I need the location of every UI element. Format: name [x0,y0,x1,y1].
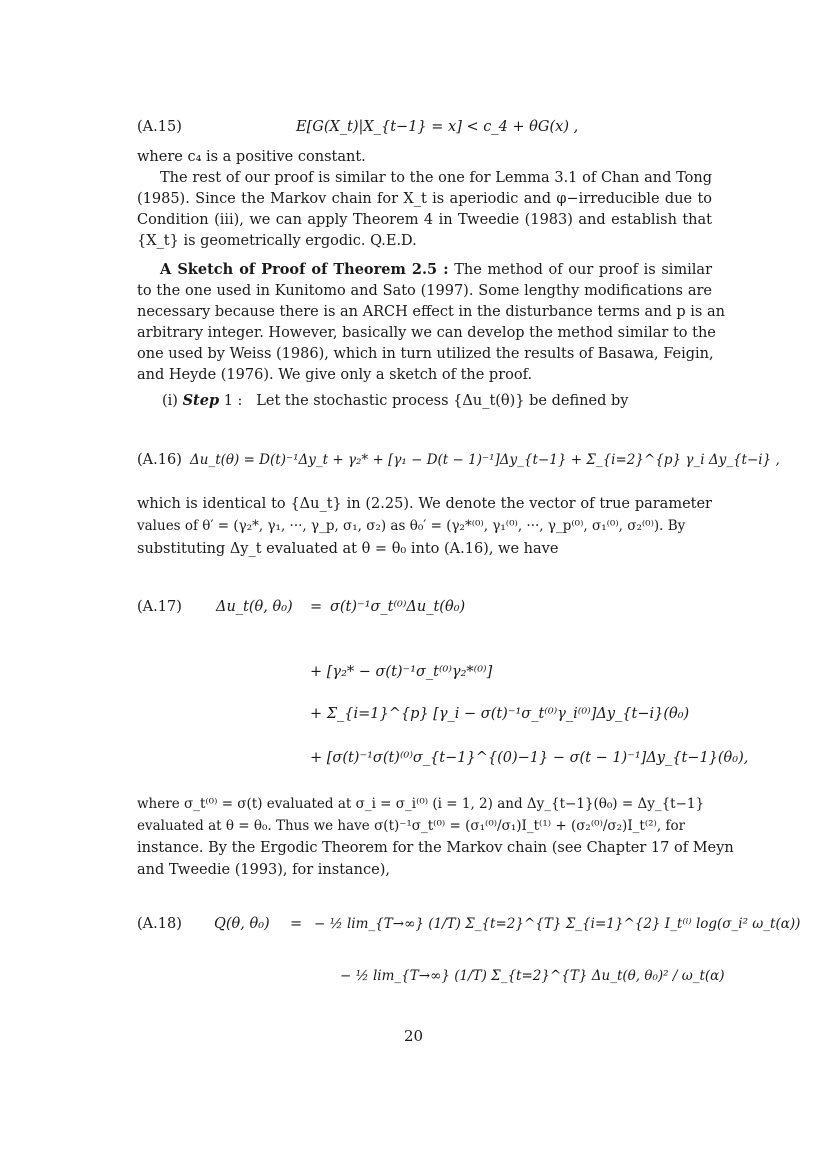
eq-a17-rhs2: + [γ₂* − σ(t)⁻¹σ_t⁽⁰⁾γ₂*⁽⁰⁾] [310,664,493,680]
para1-line1: where c₄ is a positive constant. [137,149,366,165]
eq-a17-label: (A.17) [137,599,182,615]
para1-line3: (1985). Since the Markov chain for X_t is aperiodic and φ−irreducible due to [137,191,712,207]
eq-a17-rhs4: + [σ(t)⁻¹σ(t)⁽⁰⁾σ_{t−1}^{(0)−1} − σ(t − 1)⁻¹]Δy_{t−1}(θ₀), [310,750,749,766]
eq-a18-lhs: Q(θ, θ₀) [214,916,270,932]
sketch-line2: to the one used in Kunitomo and Sato (1997). Some lengthy modifications are [137,283,712,299]
para1-line5: {X_t} is geometrically ergodic. Q.E.D. [137,233,417,249]
eq-a17-rhs1: σ(t)⁻¹σ_t⁽⁰⁾Δu_t(θ₀) [330,599,466,615]
eq-a17-equals: = [310,599,323,615]
eq-a16-label: (A.16) [137,452,182,468]
para2-line3: substituting Δy_t evaluated at θ = θ₀ into (A.16), we have [137,541,559,557]
para2-line1: which is identical to {Δu_t} in (2.25). We denote the vector of true parameter [137,496,712,512]
eq-a18-rhs2: − ½ lim_{T→∞} (1/T) Σ_{t=2}^{T} Δu_t(θ, θ₀)² / ω_t(α) [340,968,725,984]
eq-a15-label: (A.15) [137,119,182,135]
page-number: 20 [403,1027,424,1045]
para3-line1: where σ_t⁽⁰⁾ = σ(t) evaluated at σ_i = σ_i⁽⁰⁾ (i = 1, 2) and Δy_{t−1}(θ₀) = Δy_{t−1} [137,796,705,812]
sketch-line1-text: The method of our proof is similar [454,262,712,278]
sketch-line4: arbitrary integer. However, basically we can develop the method similar to the [137,325,716,341]
sketch-heading: A Sketch of Proof of Theorem 2.5 : [160,261,449,278]
sketch-line5: one used by Weiss (1986), which in turn utilized the results of Basawa, Feigin, [137,346,714,362]
step1-num: 1 : [223,393,243,409]
sketch-line3: necessary because there is an ARCH effect in the disturbance terms and p is an [137,304,725,320]
eq-a17-rhs3: + Σ_{i=1}^{p} [γ_i − σ(t)⁻¹σ_t⁽⁰⁾γ_i⁽⁰⁾]Δy_{t−i}(θ₀) [310,706,690,722]
step1-label: Step [182,392,220,409]
eq-a15: E[G(X_t)|X_{t−1} = x] < c_4 + θG(x) , [296,119,579,135]
para3-line4: and Tweedie (1993), for instance), [137,862,390,878]
para1-line4: Condition (iii), we can apply Theorem 4 in Tweedie (1983) and establish that [137,212,712,228]
step1-prefix: (i) [162,393,178,409]
eq-a18-equals: = [290,916,303,932]
sketch-line1 [160,260,712,280]
para1-line2: The rest of our proof is similar to the one for Lemma 3.1 of Chan and Tong [160,170,712,186]
eq-a17-lhs: Δu_t(θ, θ₀) [216,599,293,615]
sketch-line6: and Heyde (1976). We give only a sketch of the proof. [137,367,533,383]
para3-line3: instance. By the Ergodic Theorem for the Markov chain (see Chapter 17 of Meyn [137,840,734,856]
eq-a16: Δu_t(θ) = D(t)⁻¹Δy_t + γ₂* + [γ₁ − D(t − 1)⁻¹]Δy_{t−1} + Σ_{i=2}^{p} γ_i Δy_{t−i} , [190,452,780,468]
step1-line [162,391,737,411]
para2-line2: values of θ′ = (γ₂*, γ₁, ···, γ_p, σ₁, σ₂) as θ₀′ = (γ₂*⁽⁰⁾, γ₁⁽⁰⁾, ···, γ_p⁽⁰⁾, σ₁⁽⁰⁾, σ₂⁽⁰⁾). By [137,518,686,534]
eq-a18-label: (A.18) [137,916,182,932]
eq-a18-rhs1: − ½ lim_{T→∞} (1/T) Σ_{t=2}^{T} Σ_{i=1}^{2} I_t⁽ⁱ⁾ log(σ_i² ω_t(α)) [314,916,801,932]
step1-text: Let the stochastic process {Δu_t(θ)} be defined by [256,393,629,409]
para3-line2: evaluated at θ = θ₀. Thus we have σ(t)⁻¹σ_t⁽⁰⁾ = (σ₁⁽⁰⁾/σ₁)I_t⁽¹⁾ + (σ₂⁽⁰⁾/σ₂)I_t⁽²⁾, for [137,818,686,834]
